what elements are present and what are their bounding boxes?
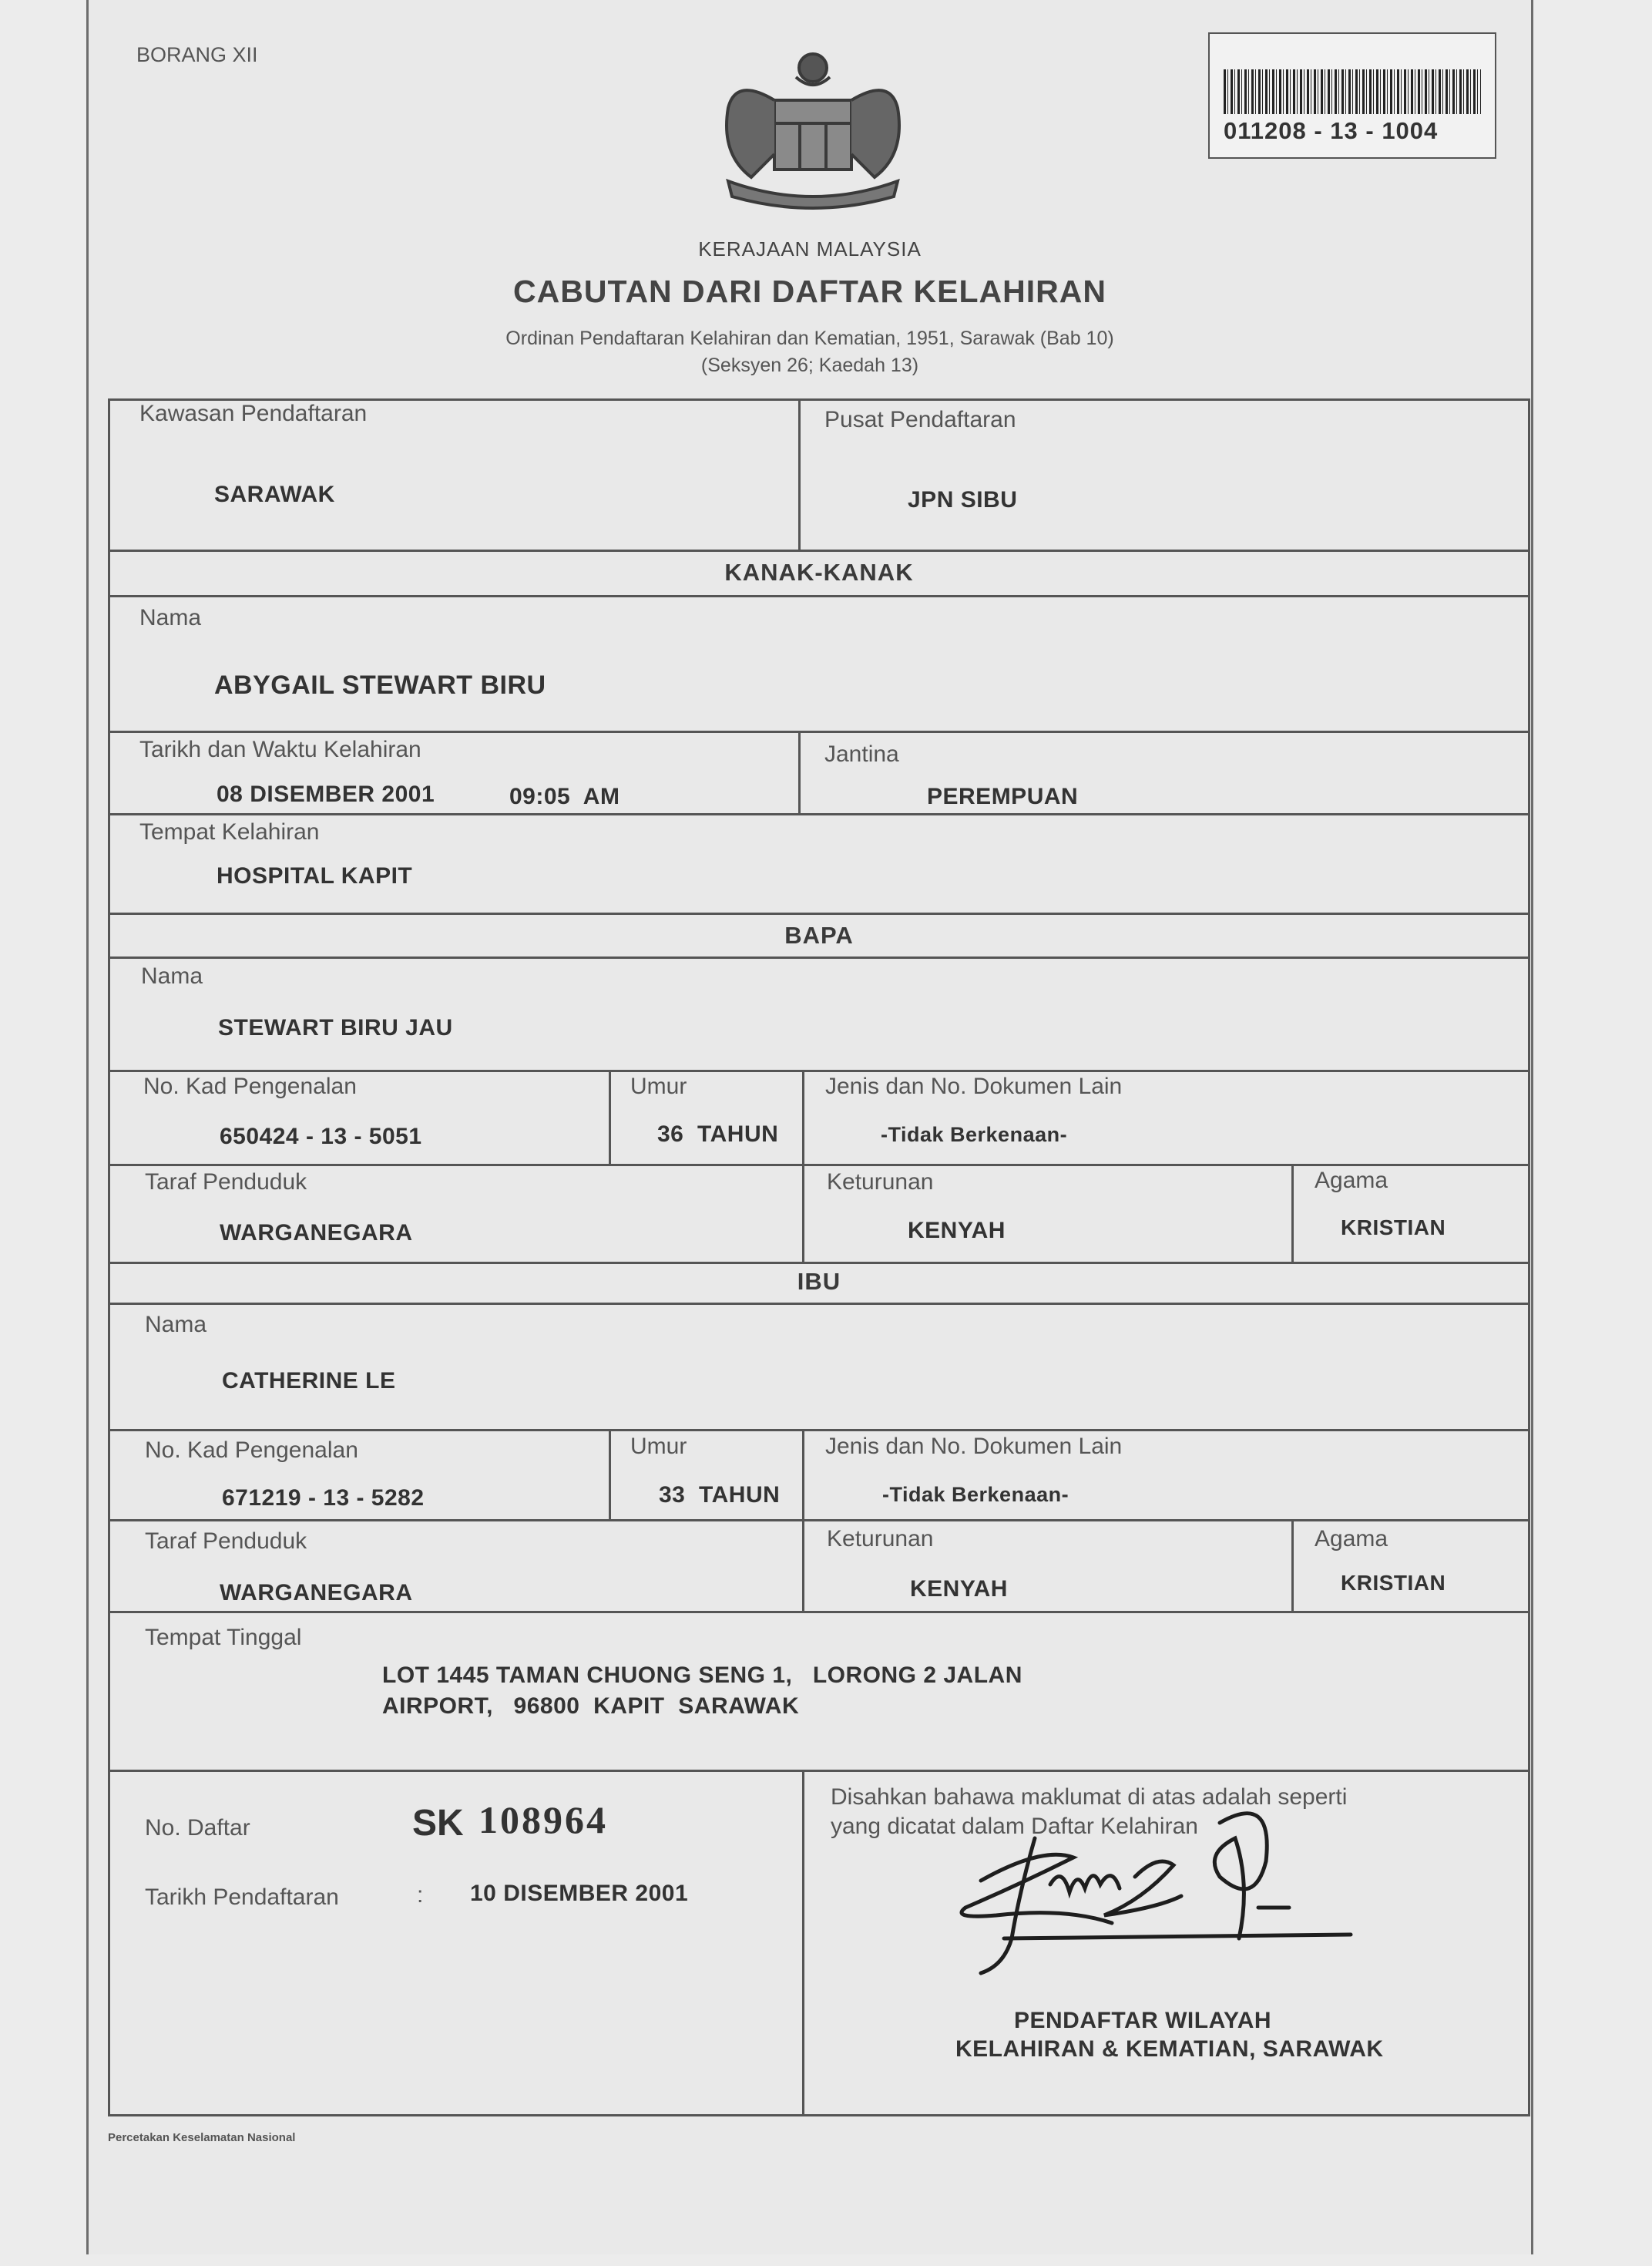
certification-line-1: Disahkan bahawa maklumat di atas adalah seperti <box>831 1784 1348 1810</box>
father-section-title: BAPA <box>784 922 854 949</box>
government-heading: KERAJAAN MALAYSIA <box>698 237 922 261</box>
mother-age-label: Umur <box>630 1434 687 1459</box>
certificate-sheet <box>86 0 1533 2254</box>
mother-section-title: IBU <box>797 1268 841 1295</box>
child-name-label: Nama <box>139 605 202 630</box>
mother-ethnic: KENYAH <box>910 1576 1008 1602</box>
residence-line-2: AIRPORT, 96800 KAPIT SARAWAK <box>382 1693 800 1719</box>
register-date-colon: : <box>417 1882 424 1908</box>
register-date-label: Tarikh Pendaftaran <box>145 1884 339 1910</box>
serial-barcode-box <box>1208 32 1496 159</box>
father-doc: -Tidak Berkenaan- <box>881 1123 1068 1146</box>
child-section-title: KANAK-KANAK <box>724 559 914 586</box>
mother-religion-label: Agama <box>1315 1526 1388 1552</box>
father-religion: KRISTIAN <box>1341 1215 1446 1239</box>
registration-area-value: SARAWAK <box>214 482 335 507</box>
section-reference: (Seksyen 26; Kaedah 13) <box>700 355 919 376</box>
mother-name-label: Nama <box>145 1312 207 1337</box>
registration-center-label: Pusat Pendaftaran <box>824 407 1016 432</box>
father-age-label: Umur <box>630 1074 687 1099</box>
child-name: ABYGAIL STEWART BIRU <box>214 671 546 700</box>
mother-status-label: Taraf Penduduk <box>145 1528 307 1554</box>
mother-religion: KRISTIAN <box>1341 1571 1446 1595</box>
mother-doc: -Tidak Berkenaan- <box>882 1483 1069 1506</box>
mother-ethnic-label: Keturunan <box>827 1526 934 1552</box>
register-number-label: No. Daftar <box>145 1815 250 1841</box>
mother-ic-label: No. Kad Pengenalan <box>145 1437 358 1463</box>
mother-ic: 671219 - 13 - 5282 <box>222 1485 425 1511</box>
residence-line-1: LOT 1445 TAMAN CHUONG SENG 1, LORONG 2 JALAN <box>382 1663 1022 1688</box>
mother-age: 33 TAHUN <box>659 1482 781 1508</box>
printer-imprint: Percetakan Keselamatan Nasional <box>108 2131 296 2144</box>
father-ethnic: KENYAH <box>908 1218 1006 1243</box>
registration-form <box>108 398 1530 2116</box>
father-age: 36 TAHUN <box>657 1121 779 1147</box>
father-name: STEWART BIRU JAU <box>218 1015 453 1041</box>
registration-area-label: Kawasan Pendaftaran <box>139 401 368 426</box>
registrar-signature <box>927 1792 1358 1977</box>
mother-name: CATHERINE LE <box>222 1368 396 1394</box>
register-number-value: 108964 <box>478 1798 608 1841</box>
document-title: CABUTAN DARI DAFTAR KELAHIRAN <box>513 274 1106 309</box>
child-gender-label: Jantina <box>824 741 899 767</box>
child-birthplace: HOSPITAL KAPIT <box>217 863 413 889</box>
registration-center-value: JPN SIBU <box>908 487 1018 513</box>
residence-label: Tempat Tinggal <box>145 1625 302 1650</box>
child-dob-time: 09:05 AM <box>509 784 620 809</box>
child-dob-label: Tarikh dan Waktu Kelahiran <box>139 737 421 762</box>
father-religion-label: Agama <box>1315 1168 1388 1193</box>
child-birthplace-label: Tempat Kelahiran <box>139 819 320 845</box>
register-date-value: 10 DISEMBER 2001 <box>470 1881 689 1906</box>
child-gender: PEREMPUAN <box>927 784 1079 809</box>
father-status: WARGANEGARA <box>220 1220 413 1246</box>
father-status-label: Taraf Penduduk <box>145 1169 307 1195</box>
father-ethnic-label: Keturunan <box>827 1169 934 1195</box>
father-name-label: Nama <box>141 963 203 989</box>
barcode <box>1224 69 1481 114</box>
coat-of-arms-emblem <box>705 46 921 212</box>
mother-status: WARGANEGARA <box>220 1580 413 1605</box>
child-dob-date: 08 DISEMBER 2001 <box>217 782 435 807</box>
registrar-title-line-1: PENDAFTAR WILAYAH <box>1014 2008 1272 2033</box>
father-ic-label: No. Kad Pengenalan <box>143 1074 357 1099</box>
ordinance-reference: Ordinan Pendaftaran Kelahiran dan Kematian, 1951, Sarawak (Bab 10) <box>505 328 1114 349</box>
father-doc-label: Jenis dan No. Dokumen Lain <box>825 1074 1123 1099</box>
registrar-title-line-2: KELAHIRAN & KEMATIAN, SARAWAK <box>955 2036 1384 2062</box>
mother-doc-label: Jenis dan No. Dokumen Lain <box>825 1434 1123 1459</box>
serial-number: 011208 - 13 - 1004 <box>1224 117 1439 144</box>
form-code: BORANG XII <box>136 43 258 66</box>
register-number-prefix: SK <box>412 1803 464 1844</box>
certification-line-2: yang dicatat dalam Daftar Kelahiran <box>831 1814 1198 1839</box>
father-ic: 650424 - 13 - 5051 <box>220 1124 422 1149</box>
